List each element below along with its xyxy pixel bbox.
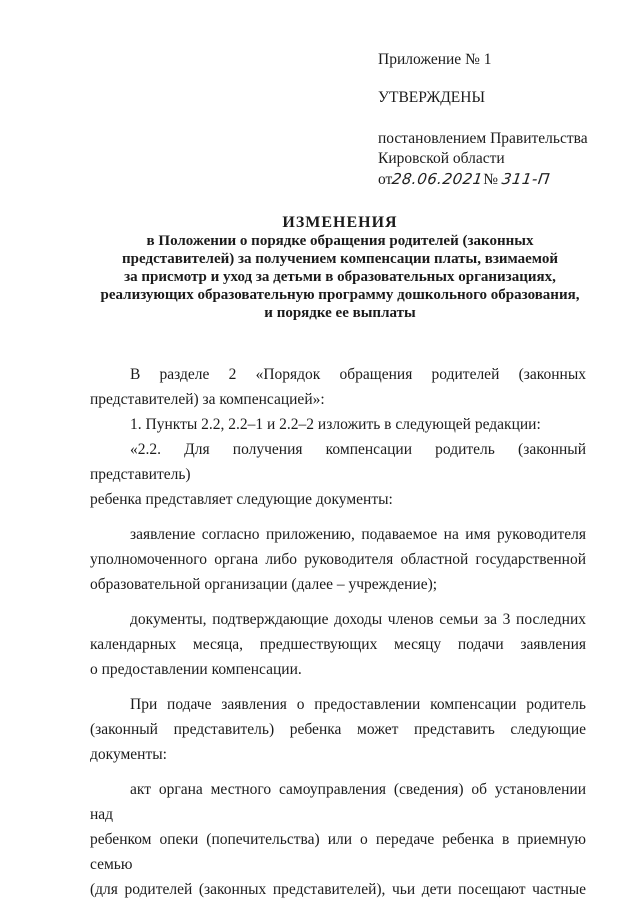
title-line-1: в Положении о порядке обращения родителей (законных [146, 233, 534, 249]
number-prefix: № [483, 171, 499, 188]
approved-label: УТВЕРЖДЕНЫ [378, 89, 485, 106]
paragraph-income-docs-line-2: календарных месяца, предшествующих месяцу подачи заявления [90, 636, 586, 653]
decree-line-2: Кировской области [378, 150, 505, 167]
paragraph-application-line-3: образовательной организации (далее – учреждение); [90, 576, 438, 593]
appendix-number: Приложение № 1 [378, 51, 492, 68]
paragraph-section-ref-line-1: В разделе 2 «Порядок обращения родителей (законных [130, 366, 586, 383]
paragraph-2-2-line-1: «2.2. Для получения компенсации родитель (законный представитель) [90, 441, 586, 483]
paragraph-income-docs-line-3: о предоставлении компенсации. [90, 661, 302, 678]
title-line-5: и порядке ее выплаты [264, 305, 416, 321]
title-line-3: за присмотр и уход за детьми в образовательных организациях, [124, 269, 556, 285]
decree-reference [378, 129, 588, 190]
handwritten-date: 28.06.2021 [391, 170, 485, 188]
paragraph-guardianship-line-3: (для родителей (законных представителей), чьи дети посещают частные [90, 881, 586, 898]
document-body [90, 362, 586, 902]
title-line-2: представителей) за получением компенсации платы, взимаемой [122, 251, 558, 267]
paragraph-optional-docs-line-1: При подаче заявления о предоставлении компенсации родитель [130, 696, 586, 713]
title-heading: ИЗМЕНЕНИЯ [282, 214, 398, 231]
appendix-stamp [378, 50, 588, 190]
paragraph-application-line-2: уполномоченного органа либо руководителя областной государственной [90, 551, 586, 568]
decree-line-1: постановлением Правительства [378, 130, 588, 147]
date-prefix: от [378, 171, 393, 188]
paragraph-application-line-1: заявление согласно приложению, подаваемое на имя руководителя [130, 526, 586, 543]
paragraph-section-ref-line-2: представителей) за компенсацией»: [90, 391, 325, 408]
handwritten-number: 311-П [500, 170, 551, 188]
paragraph-optional-docs-line-3: документы: [90, 746, 167, 763]
title-line-4: реализующих образовательную программу дошкольного образования, [100, 287, 580, 303]
document-title [90, 214, 590, 322]
paragraph-optional-docs-line-2: (законный представитель) ребенка может представить следующие [90, 721, 586, 738]
paragraph-2-2-line-2: ребенка представляет следующие документы: [90, 491, 393, 508]
paragraph-income-docs-line-1: документы, подтверждающие доходы членов семьи за 3 последних [130, 611, 586, 628]
decree-date-line [378, 169, 588, 190]
paragraph-guardianship-line-2: ребенком опеки (попечительства) или о передаче ребенка в приемную семью [90, 831, 586, 873]
paragraph-item-1: 1. Пункты 2.2, 2.2–1 и 2.2–2 изложить в следующей редакции: [130, 416, 541, 433]
paragraph-guardianship-line-1: акт органа местного самоуправления (сведения) об установлении над [90, 781, 586, 823]
